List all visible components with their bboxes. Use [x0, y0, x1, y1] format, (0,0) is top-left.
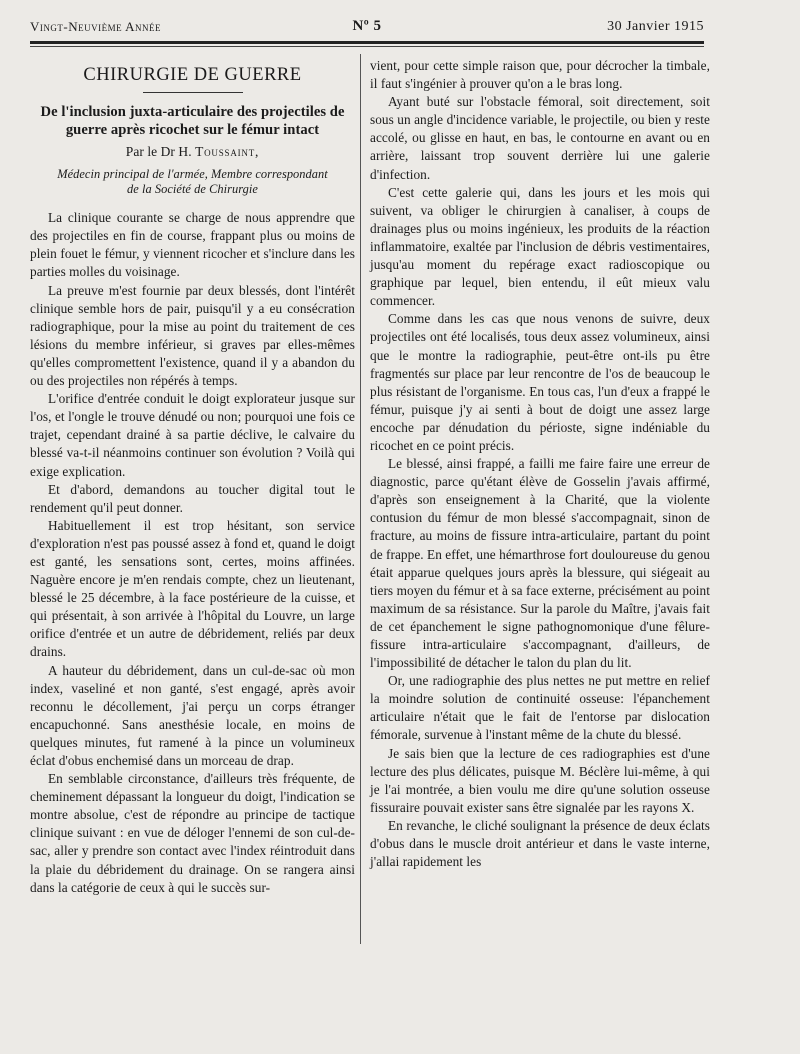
- byline-prefix: Par le Dr H.: [125, 144, 192, 160]
- byline: [30, 143, 355, 161]
- paragraph: Et d'abord, demandons au toucher digital tout le rendement qu'il peut donner.: [30, 481, 355, 515]
- paragraph: Habituellement il est trop hésitant, son service d'exploration n'est pas poussé assez à fond et, quand le doigt est ganté, les sensations sont, certes, moins affinées. Naguère encore je m'en rendais compte, chez un lieutenant, blessé le 25 décembre, à la face postérieure de la cuisse, et qui présentait, à son arrivée à l'hôpital du Louvre, un large orifice d'entrée et un autre de débridement, reliés par deux drains.: [30, 517, 355, 660]
- paragraph: Comme dans les cas que nous venons de suivre, deux projectiles ont été localisés, tous deux assez volumineux, ainsi que le montre la radiographie, peut-être ont-ils pu être fragmentés sur place par leur rencontre de l'os de beaucoup le plus résistant de l'organisme. En tous cas, l'un d'eux a frappé le fémur, puisque j'y ai senti à bout de doigt une assez large encoche par dénudation du périoste, signe indéniable du ricochet en ce point précis.: [370, 311, 710, 453]
- volume-year: Vingt-Neuvième Année: [30, 19, 162, 34]
- paragraph: Je sais bien que la lecture de ces radiographies est d'une lecture des plus délicates, puisque M. Béclère lui-même, à qui je l'ai montrée, a bien voulu me dire qu'une solution osseuse fissuraire pouvait exister sans être signalée par les rayons X.: [370, 745, 710, 815]
- paragraph: La clinique courante se charge de nous apprendre que des projectiles en fin de course, frappant plus ou moins de plein fouet le fémur, y viennent ricocher et s'inclure dans les parties molles du voisinage.: [30, 210, 355, 280]
- paragraph: Or, une radiographie des plus nettes ne put mettre en relief la moindre solution de continuité osseuse: l'épanchement articulaire n'était que le fait de l'entorse par dislocation fémorale, survenue à l'instant même de la chute du blessé.: [370, 673, 710, 743]
- author-affiliation: [30, 167, 355, 197]
- paragraph: Le blessé, ainsi frappé, a failli me faire faire une erreur de diagnostic, parce qu'étant élève de Gosselin j'avais affirmé, d'après son enseignement à la Charité, que la violente contusion du fémur de mon blessé s'accompagnait, sinon de fracture, au moins de fissure intra-articulaire, partant du point de frappe. En effet, une hémarthrose fort douloureuse du genou était apparue quelques jours après la blessure, qui siégeait au tiers moyen du fémur et à sa face externe, précisément au point maximum de sa résistance. Sur la parole du Maître, j'avais fait de cet épanchement le signe pathognomonique d'une fêlure-fissure intra-articulaire s'accompagnant, d'ailleurs, de l'impossibilité de détacher le talon du plan du lit.: [370, 456, 710, 671]
- header-rule-thick: [30, 41, 704, 44]
- running-header: [30, 17, 704, 39]
- affiliation-line-2: de la Société de Chirurgie: [127, 182, 258, 197]
- issue-number: Nº 5: [352, 18, 382, 34]
- header-rule-thin: [30, 46, 704, 47]
- affiliation-line-1: Médecin principal de l'armée, Membre correspondant: [57, 167, 328, 182]
- issue-date: 30 Janvier 1915: [607, 19, 704, 34]
- section-title: CHIRURGIE DE GUERRE: [83, 65, 302, 85]
- paragraph: L'orifice d'entrée conduit le doigt explorateur jusque sur l'os, et l'ongle le trouve dénudé ou non; pourquoi une fois ce trajet, cependant drainé à sa partie déclive, le calvaire du blessé va-t-il néanmoins continuer son évolution ? Voilà qui exige explication.: [30, 391, 355, 479]
- paragraph-continued: vient, pour cette simple raison que, pour décrocher la timbale, il faut s'ingénier à prouver qu'on a le bras long.: [370, 58, 710, 92]
- paragraph: En semblable circonstance, d'ailleurs très fréquente, de cheminement dépassant la longueur du doigt, l'indication se montre absolue, c'est de répondre au principe de tactique clinique suivant : en vue de déloger l'ennemi de son cul-de-sac, aller y prendre son contact avec l'index réintroduit dans la plaie du débridement du drainage. On se rangera ainsi dans la catégorie de ceux à qui le succès sur-: [30, 771, 355, 895]
- column-separator: [360, 54, 361, 944]
- left-column: [30, 60, 355, 897]
- paragraph: A hauteur du débridement, dans un cul-de-sac où mon index, vaseliné et non ganté, s'est engagé, après avoir reconnu le décollement, j'ai perçu un corps étranger encapuchonné. Sans anesthésie locale, en moins de quelques minutes, fut ramené à la pince un volumineux éclat d'obus enchemisé dans un morceau de drap.: [30, 662, 355, 768]
- article-title: De l'inclusion juxta-articulaire des projectiles de guerre après ricochet sur le fémur intact: [40, 104, 345, 139]
- author-name: Toussaint,: [195, 144, 260, 160]
- paragraph: En revanche, le cliché soulignant la présence de deux éclats d'obus dans le muscle droit antérieur et dans le vaste interne, j'allai rapidement les: [370, 817, 710, 870]
- right-column: [370, 57, 710, 871]
- paragraph: La preuve m'est fournie par deux blessés, dont l'intérêt clinique semble hors de pair, puisqu'il y a eu consécration radiographique, pour la mise au point du traitement de ces lésions du membre inférieur, si graves par elles-mêmes qu'elles compromettent l'existence, quand il y a abandon du ou des projectiles non répérés à temps.: [30, 282, 355, 389]
- title-rule: [143, 92, 243, 93]
- paragraph: Ayant buté sur l'obstacle fémoral, soit directement, soit sous un angle d'incidence variable, le projectile, ou bien y reste accolé, ou glisse en haut, en bas, le contourne en avant ou en arrière, laissant trop souvent derrière lui une galerie d'infection.: [370, 94, 710, 182]
- paragraph: C'est cette galerie qui, dans les jours et les mois qui suivent, va obliger le chirurgien à canaliser, à coups de drainages plus ou moins ingénieux, les produits de la réaction inflammatoire, exaltée par l'inclusion de débris vestimentaires, jusqu'au moment du repérage exact radioscopique ou graphique par lequel, bien entendu, il eût mieux valu commencer.: [370, 184, 710, 309]
